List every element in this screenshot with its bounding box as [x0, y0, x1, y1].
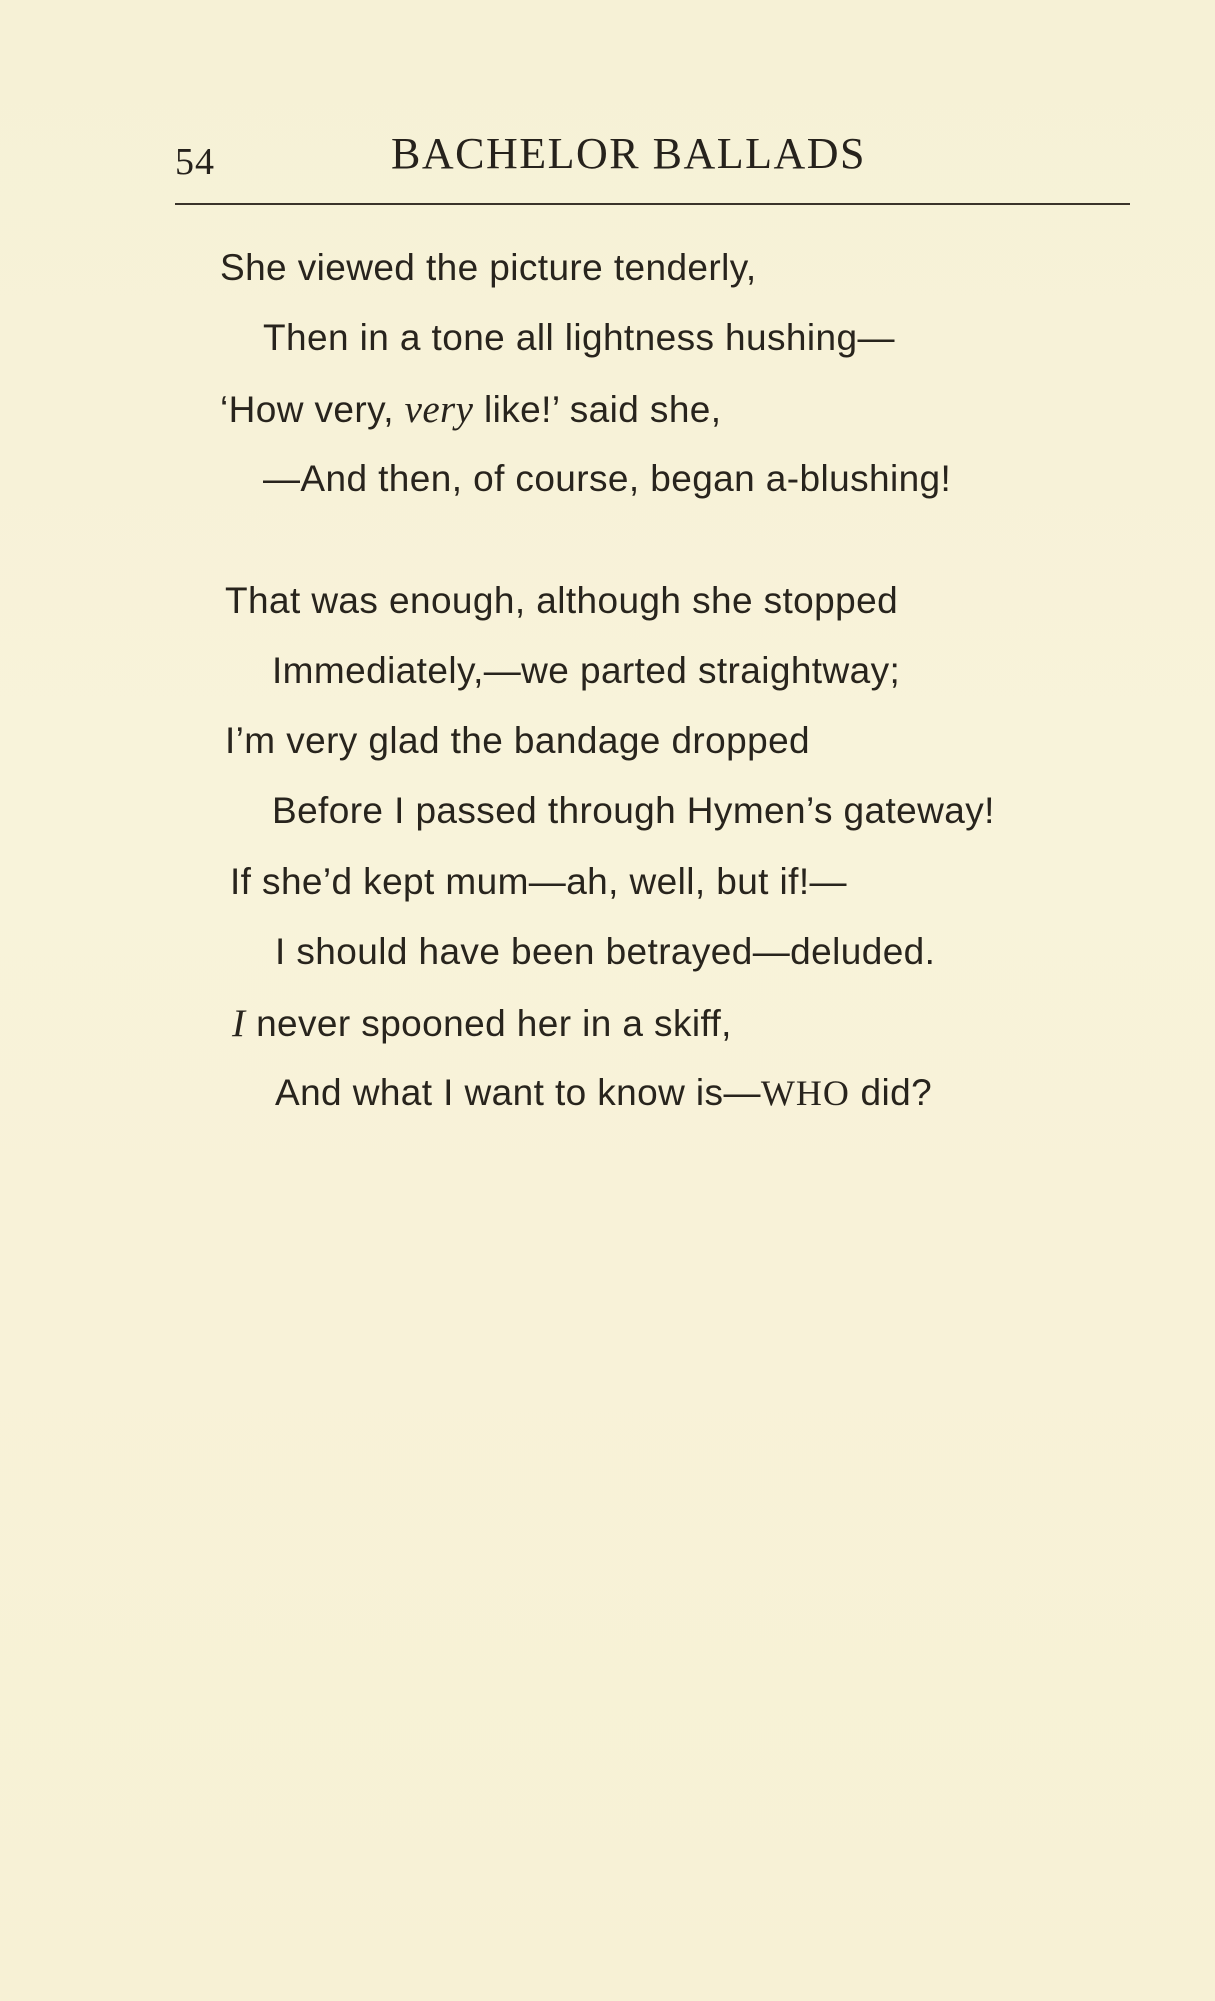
page-header: [175, 128, 1130, 188]
running-title: BACHELOR BALLADS: [391, 129, 867, 178]
poem-line: Immediately,—we parted straightway;: [272, 650, 901, 691]
poem-line-italic: I: [232, 1002, 246, 1045]
poem-line: That was enough, although she stopped: [225, 580, 899, 621]
poem-line-part: never spooned her in a skiff,: [245, 1003, 732, 1044]
poem-line: [220, 387, 721, 432]
header-rule: [175, 203, 1130, 205]
poem-line-smallcaps: WHO: [760, 1073, 850, 1113]
poem-line: I’m very glad the bandage dropped: [225, 720, 811, 761]
poem-line: I should have been betrayed—deluded.: [275, 931, 936, 972]
poem-line: Then in a tone all lightness hushing—: [263, 317, 895, 358]
poem-line: [232, 1001, 732, 1046]
page-number: 54: [175, 141, 215, 183]
poem-line: Before I passed through Hymen’s gateway!: [272, 790, 995, 831]
poem-line-part: did?: [849, 1072, 933, 1113]
poem-line-part: And what I want to know is—: [275, 1072, 761, 1113]
poem-line: [275, 1072, 932, 1114]
poem-line: If she’d kept mum—ah, well, but if!—: [230, 861, 847, 902]
poem-line: She viewed the picture tenderly,: [220, 247, 757, 288]
poem-line: —And then, of course, began a-blushing!: [263, 458, 952, 499]
poem-line-part: like!’ said she,: [473, 389, 722, 430]
poem-line-italic: very: [404, 388, 474, 431]
poem-line-part: ‘How very,: [220, 389, 405, 430]
